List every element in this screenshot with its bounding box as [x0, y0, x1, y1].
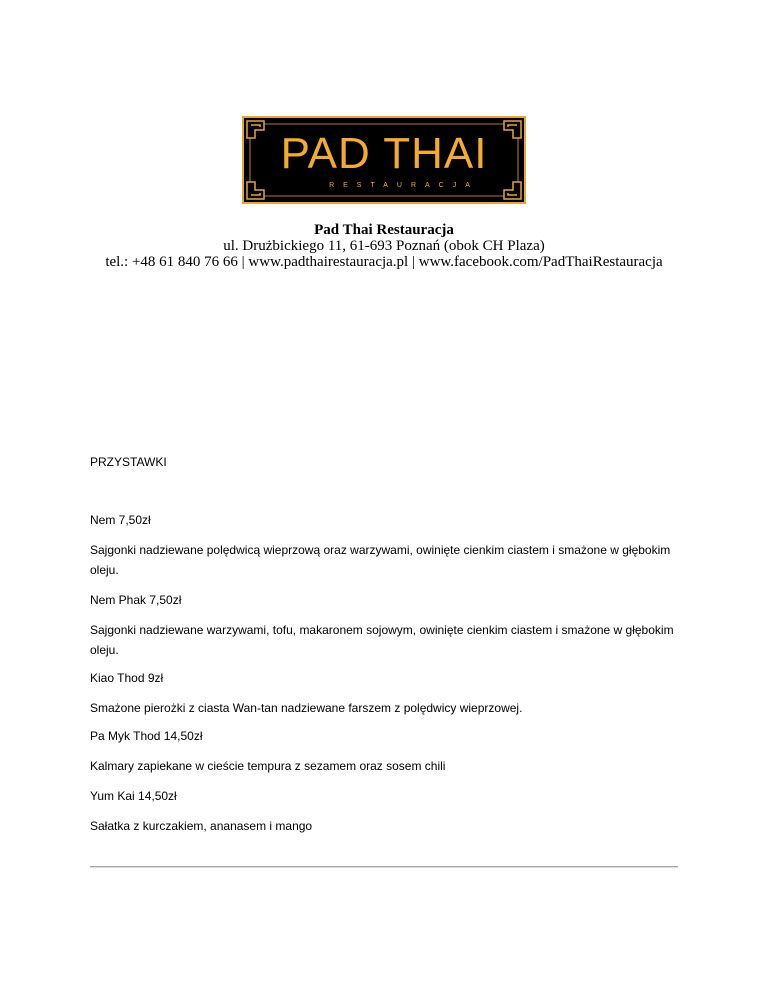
restaurant-name: Pad Thai Restauracja [314, 222, 454, 238]
menu-item-name: Nem 7,50zł [90, 513, 151, 527]
page-divider [90, 866, 678, 868]
section-title: PRZYSTAWKI [90, 455, 167, 469]
menu-item-name: Kiao Thod 9zł [90, 671, 164, 685]
logo-title: PAD THAI [280, 129, 488, 178]
restaurant-contact: tel.: +48 61 840 76 66 | www.padthairestauracja.pl | www.facebook.com/PadThaiRestauracja [105, 254, 663, 270]
menu-item-description: Kalmary zapiekane w cieście tempura z sezamem oraz sosem chili [90, 759, 446, 773]
menu-item-name: Nem Phak 7,50zł [90, 593, 182, 607]
menu-item-name: Yum Kai 14,50zł [90, 789, 177, 803]
menu-item-description: Sajgonki nadziewane polędwicą wieprzową oraz warzywami, owinięte cienkim ciastem i smażone w głębokim oleju. [90, 543, 671, 577]
restaurant-logo [242, 116, 526, 204]
menu-item-description: Sałatka z kurczakiem, ananasem i mango [90, 819, 313, 833]
menu-item-description: Smażone pierożki z ciasta Wan-tan nadziewane farszem z polędwicy wieprzowej. [90, 701, 523, 715]
restaurant-address: ul. Drużbickiego 11, 61-693 Poznań (obok CH Plaza) [223, 238, 545, 254]
menu-item-description: Sajgonki nadziewane warzywami, tofu, makaronem sojowym, owinięte cienkim ciastem i smażone w głębokim oleju. [90, 623, 674, 657]
menu-item-name: Pa Myk Thod 14,50zł [90, 729, 203, 743]
logo-subtitle: RESTAURACJA [329, 182, 479, 189]
